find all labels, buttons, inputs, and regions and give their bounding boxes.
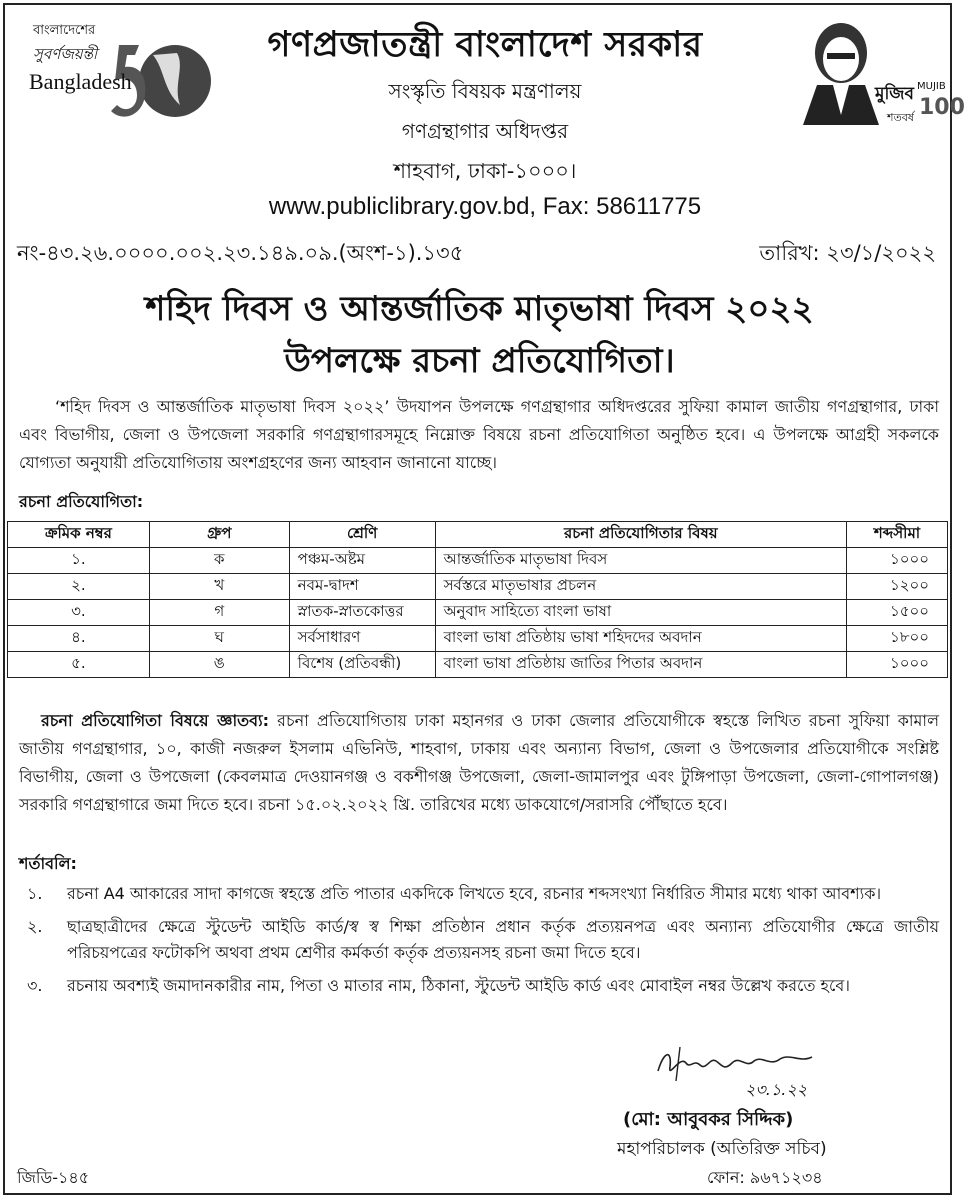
col-word-limit: শব্দসীমা <box>847 522 948 548</box>
cell-word-limit: ১৫০০ <box>847 600 948 626</box>
conditions-label: শর্তাবলি: <box>19 854 77 873</box>
list-item <box>19 881 939 907</box>
condition-text: রচনা A4 আকারের সাদা কাগজে স্বহস্তে প্রতি পাতার একদিকে লিখতে হবে, রচনার শব্দসংখ্যা নির্ধারিত সীমার মধ্যে থাকা আবশ্যক। <box>67 884 882 903</box>
cell-group: খ <box>149 574 289 600</box>
cell-serial: ৪. <box>8 626 150 652</box>
table-header-row <box>8 522 948 548</box>
office-address: শাহবাগ, ঢাকা-১০০০। <box>393 159 577 183</box>
cell-group: ক <box>149 548 289 574</box>
col-group: গ্রুপ <box>149 522 289 548</box>
logo-line1: বাংলাদেশের <box>33 23 96 38</box>
cell-class: বিশেষ (প্রতিবন্ধী) <box>289 652 435 678</box>
mujib-en: MUJIB <box>917 81 946 92</box>
table-row <box>8 600 948 626</box>
mujib-text: মুজিব <box>875 84 914 104</box>
condition-number: ২. <box>27 917 43 936</box>
competition-table <box>7 521 948 678</box>
notice-label: রচনা প্রতিযোগিতা বিষয়ে জ্ঞাতব্য: <box>41 711 270 730</box>
cell-group: ঙ <box>149 652 289 678</box>
notice-text: রচনা প্রতিযোগিতায় ঢাকা মহানগর ও ঢাকা জেলার প্রতিযোগীকে স্বহস্তে লিখিত রচনা সুফিয়া কামাল জাতীয় গণগ্রন্থাগার, ১০, কাজী নজরুল ইসলাম এভিনিউ, শাহবাগ, ঢাকায় এবং অন্যান্য বিভাগ, জেলা ও উপজেলার প্রতিযোগীকে সংশ্লিষ্ট বিভাগীয়, জেলা ও উপজেলা (কেবলমাত্র দেওয়ানগঞ্জ ও বকশীগঞ্জ উপজেলা, জেলা-জামালপুর এবং টুঙ্গিপাড়া উপজেলা, জেলা-গোপালগঞ্জ) সরকারি গণগ্রন্থাগারে জমা দিতে হবে। রচনা ১৫.০২.২০২২ খ্রি. তারিখের মধ্যে ডাকযোগে/সরাসরি পৌঁছাতে হবে। <box>19 711 939 814</box>
condition-text: ছাত্রছাত্রীদের ক্ষেত্রে স্টুডেন্ট আইডি কার্ড/স্ব স্ব শিক্ষা প্রতিষ্ঠান প্রধান কর্তৃক প্রত্যয়নপত্র এবং অন্যান্য প্রতিযোগীর ক্ষেত্রে জাতীয় পরিচয়পত্রের ফটোকপি অথবা প্রথম শ্রেণীর কর্মকর্তা কর্তৃক প্রত্যয়নসহ রচনা জমা দিতে হবে। <box>67 917 939 962</box>
logo-line2: সুবর্ণজয়ন্তী <box>33 45 98 63</box>
table-row <box>8 626 948 652</box>
cell-serial: ১. <box>8 548 150 574</box>
government-title: গণপ্রজাতন্ত্রী বাংলাদেশ সরকার <box>267 25 703 65</box>
cell-word-limit: ১০০০ <box>847 548 948 574</box>
table-row <box>8 574 948 600</box>
logo-line3: Bangladesh <box>29 69 132 94</box>
competition-label: রচনা প্রতিযোগিতা: <box>19 492 144 511</box>
condition-text: রচনায় অবশ্যই জমাদানকারীর নাম, পিতা ও মাতার নাম, ঠিকানা, স্টুডেন্ট আইডি কার্ড এবং মোবাইল নম্বর উল্লেখ করতে হবে। <box>67 976 851 995</box>
cell-serial: ৩. <box>8 600 150 626</box>
cell-group: গ <box>149 600 289 626</box>
cell-topic: আন্তর্জাতিক মাতৃভাষা দিবস <box>435 548 846 574</box>
signature-date: ২৩.১.২২ <box>745 1080 808 1099</box>
cell-class: স্নাতক-স্নাতকোত্তর <box>289 600 435 626</box>
cell-topic: বাংলা ভাষা প্রতিষ্ঠায় জাতির পিতার অবদান <box>435 652 846 678</box>
cell-serial: ৫. <box>8 652 150 678</box>
cell-class: পঞ্চম-অষ্টম <box>289 548 435 574</box>
cell-word-limit: ১২০০ <box>847 574 948 600</box>
signatory-name: (মো: আবুবকর সিদ্দিক) <box>623 1109 794 1130</box>
intro-paragraph: ‘শহিদ দিবস ও আন্তর্জাতিক মাতৃভাষা দিবস ২০২২’ উদযাপন উপলক্ষে গণগ্রন্থাগার অধিদপ্তরের সুফিয়া কামাল জাতীয় গণগ্রন্থাগার, ঢাকা এবং বিভাগীয়, জেলা ও উপজেলা সরকারি গণগ্রন্থাগারসমূহে নিম্নোক্ত বিষয়ে রচনা প্রতিযোগিতা অনুষ্ঠিত হবে। এ উপলক্ষে আগ্রহী সকলকে যোগ্যতা অনুযায়ী প্রতিযোগিতায় অংশগ্রহণের জন্য আহবান জানানো যাচ্ছে। <box>19 397 939 472</box>
cell-class: নবম-দ্বাদশ <box>289 574 435 600</box>
memo-number: নং-৪৩.২৬.০০০০.০০২.২৩.১৪৯.০৯.(অংশ-১).১৩৫ <box>17 241 464 265</box>
department-name: গণগ্রন্থাগার অধিদপ্তর <box>401 119 569 143</box>
col-class: শ্রেণি <box>289 522 435 548</box>
list-item <box>19 914 939 966</box>
condition-number: ১. <box>27 884 43 903</box>
gd-code: জিডি-১৪৫ <box>17 1168 90 1187</box>
conditions-list <box>19 881 939 1006</box>
cell-class: সর্বসাধারণ <box>289 626 435 652</box>
notice-paragraph <box>19 707 939 819</box>
cell-topic: বাংলা ভাষা প্রতিষ্ঠায় ভাষা শহিদদের অবদান <box>435 626 846 652</box>
cell-word-limit: ১০০০ <box>847 652 948 678</box>
notice-page <box>3 3 965 1195</box>
signatory-designation: মহাপরিচালক (অতিরিক্ত সচিব) <box>617 1139 827 1159</box>
col-topic: রচনা প্রতিযোগিতার বিষয় <box>435 522 846 548</box>
signatory-phone: ফোন: ৯৬৭১২৩৪ <box>707 1168 823 1187</box>
mujib-borsho-logo <box>793 15 965 133</box>
list-item <box>19 973 939 999</box>
ministry-name: সংস্কৃতি বিষয়ক মন্ত্রণালয় <box>388 79 582 103</box>
memo-date: তারিখ: ২৩/১/২০২২ <box>759 241 936 265</box>
shatobarsho-text: শতবর্ষ <box>887 111 914 124</box>
table-row <box>8 548 948 574</box>
cell-topic: অনুবাদ সাহিত্যে বাংলা ভাষা <box>435 600 846 626</box>
website-fax: www.publiclibrary.gov.bd, Fax: 58611775 <box>268 193 702 220</box>
cell-group: ঘ <box>149 626 289 652</box>
mujib-100: 100 <box>919 95 965 120</box>
notice-heading: শহিদ দিবস ও আন্তর্জাতিক মাতৃভাষা দিবস ২০২২ <box>145 289 814 329</box>
cell-word-limit: ১৮০০ <box>847 626 948 652</box>
cell-topic: সর্বস্তরে মাতৃভাষার প্রচলন <box>435 574 846 600</box>
notice-subheading: উপলক্ষে রচনা প্রতিযোগিতা। <box>284 341 675 381</box>
condition-number: ৩. <box>27 976 43 995</box>
table-row <box>8 652 948 678</box>
col-serial: ক্রমিক নম্বর <box>8 522 150 548</box>
cell-serial: ২. <box>8 574 150 600</box>
